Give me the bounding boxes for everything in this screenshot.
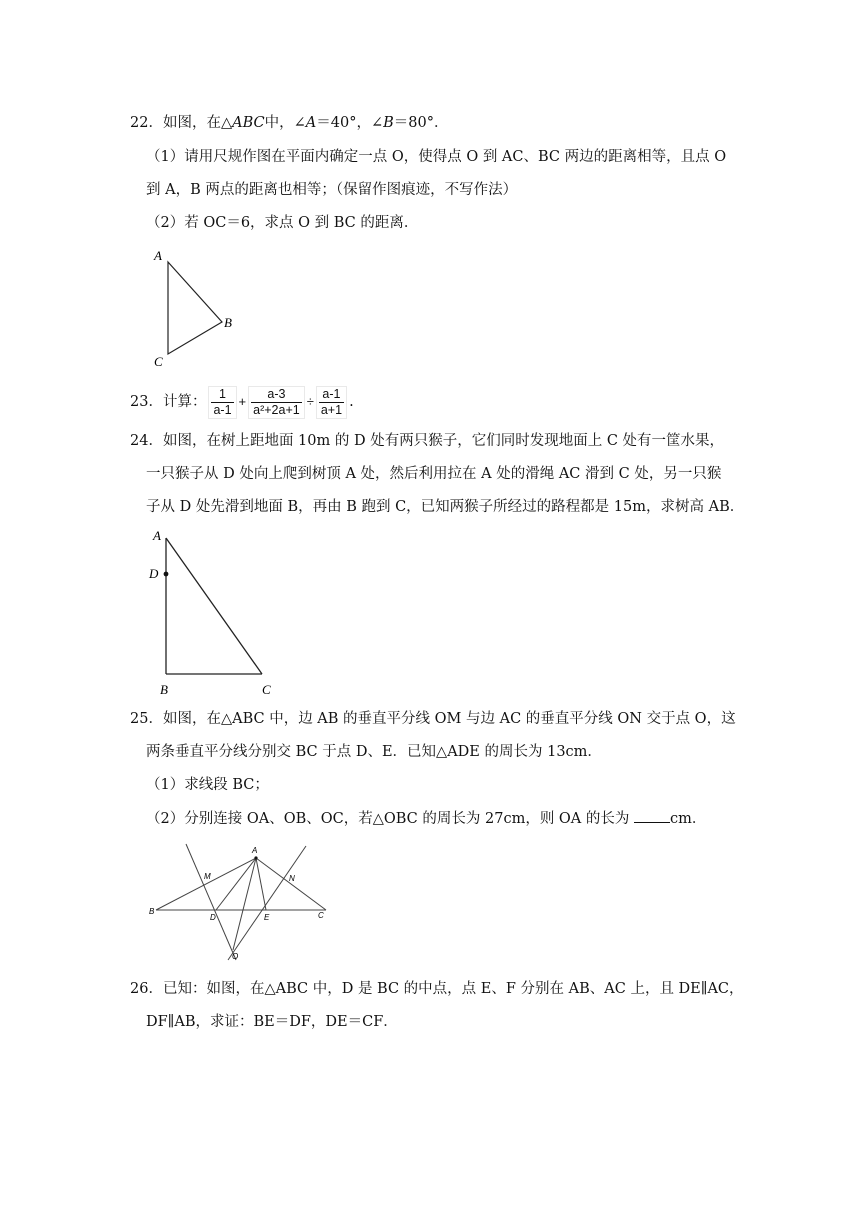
q25-part2 — [146, 810, 706, 828]
q25-number: 25． — [130, 711, 163, 727]
q23-lead: 计算： — [162, 394, 207, 410]
q25-bisector-on — [228, 846, 306, 960]
q25-label-e: E — [264, 913, 270, 922]
q25-bisector-om — [186, 844, 239, 961]
q23-fraction-3 — [316, 386, 347, 419]
q25-label-n: N — [289, 874, 295, 883]
q25-side-ab — [156, 858, 256, 910]
q22-part1-line2: 到 A，B 两点的距离也相等；（保留作图痕迹，不写作法） — [146, 182, 518, 198]
q25-bisector-figure — [146, 838, 336, 968]
q22-label-a: A — [154, 248, 162, 263]
q24-point-d — [164, 572, 169, 577]
q25-line1 — [130, 710, 736, 728]
q23-frac1-denominator: a-1 — [213, 402, 232, 417]
q26-line2: DF∥AB，求证：BE＝DF，DE＝CF． — [146, 1014, 398, 1030]
q25-label-c: C — [318, 911, 324, 920]
q24-label-b: B — [160, 682, 168, 697]
q25-part2-text: （2）分别连接 OA、OB、OC，若△OBC 的周长为 27cm，则 OA 的长为 — [146, 811, 630, 827]
q25-label-o: O — [232, 952, 239, 961]
q23-fraction-1 — [208, 386, 236, 419]
q25-label-m: M — [204, 872, 211, 881]
q22-stem-mid: 中，∠ — [264, 115, 306, 131]
q23-end: . — [349, 394, 354, 410]
q23-frac2-numerator: a-3 — [251, 387, 302, 403]
q24-number: 24． — [130, 433, 163, 449]
q23-frac3-numerator: a-1 — [319, 387, 344, 403]
q22-label-c: C — [154, 354, 163, 368]
q22-stem-text: 如图，在△ — [162, 115, 233, 131]
q26-line1 — [130, 980, 744, 998]
q23-frac2-denominator: a²+2a+1 — [253, 402, 300, 417]
q26-line1-text: 已知：如图，在△ABC 中，D 是 BC 的中点，点 E、F 分别在 AB、AC 上，且 DE∥AC， — [162, 981, 744, 997]
q22-label-b: B — [224, 315, 232, 330]
q23-number: 23． — [130, 394, 163, 410]
q25-label-a: A — [252, 846, 258, 855]
q25-side-ac — [256, 858, 326, 910]
q22-number: 22． — [130, 115, 163, 131]
q25-label-d: D — [210, 913, 216, 922]
q24-label-a: A — [153, 528, 161, 543]
q22-triangle-name: ABC — [232, 115, 265, 131]
q24-line3: 子从 D 处先滑到地面 B，再由 B 跑到 C，已知两猴子所经过的路程都是 15m，求树高 AB． — [146, 499, 745, 515]
q23-fraction-2 — [248, 386, 305, 419]
q25-part1: （1）求线段 BC； — [146, 777, 269, 793]
q23-plus: + — [238, 394, 247, 409]
q25-part2-unit: cm． — [670, 811, 707, 827]
q22-angle-b: B — [383, 115, 394, 131]
q23-frac1-numerator: 1 — [211, 387, 233, 403]
q25-line1-text: 如图，在△ABC 中，边 AB 的垂直平分线 OM 与边 AC 的垂直平分线 ON 交于点 O，这 — [162, 711, 736, 727]
q24-label-c: C — [262, 682, 271, 697]
q22-angle-a-value: ＝40°，∠ — [316, 115, 384, 131]
q23-frac3-denominator: a+1 — [320, 402, 343, 417]
q25-line2: 两条垂直平分线分别交 BC 于点 D、E．已知△ADE 的周长为 13cm． — [146, 744, 602, 760]
q23-stem — [130, 384, 354, 420]
q26-number: 26． — [130, 981, 163, 997]
q23-divide: ÷ — [306, 394, 314, 409]
q22-angle-b-value: ＝80°． — [393, 115, 449, 131]
q22-part2: （2）若 OC＝6，求点 O 到 BC 的距离． — [146, 215, 419, 231]
q24-label-d: D — [149, 566, 159, 581]
q25-point-a — [254, 856, 257, 859]
q22-triangle-abc — [168, 262, 222, 354]
q24-tree-figure — [146, 524, 276, 700]
q24-line1 — [130, 432, 724, 450]
q25-segment-ae — [256, 858, 266, 910]
q24-rope-ac — [166, 538, 262, 674]
q24-line2: 一只猴子从 D 处向上爬到树顶 A 处，然后利用拉在 A 处的滑绳 AC 滑到 C 处，另一只猴 — [146, 466, 722, 482]
q22-stem — [130, 114, 448, 132]
q22-part1-line1: （1）请用尺规作图在平面内确定一点 O，使得点 O 到 AC、BC 两边的距离相等，且点 O — [146, 149, 727, 165]
q25-answer-blank — [634, 810, 670, 823]
q24-line1-text: 如图，在树上距地面 10m 的 D 处有两只猴子，它们同时发现地面上 C 处有一筐水果， — [162, 433, 725, 449]
q22-triangle-figure — [146, 244, 246, 368]
q22-angle-a: A — [305, 115, 317, 131]
q25-label-b: B — [149, 907, 155, 916]
